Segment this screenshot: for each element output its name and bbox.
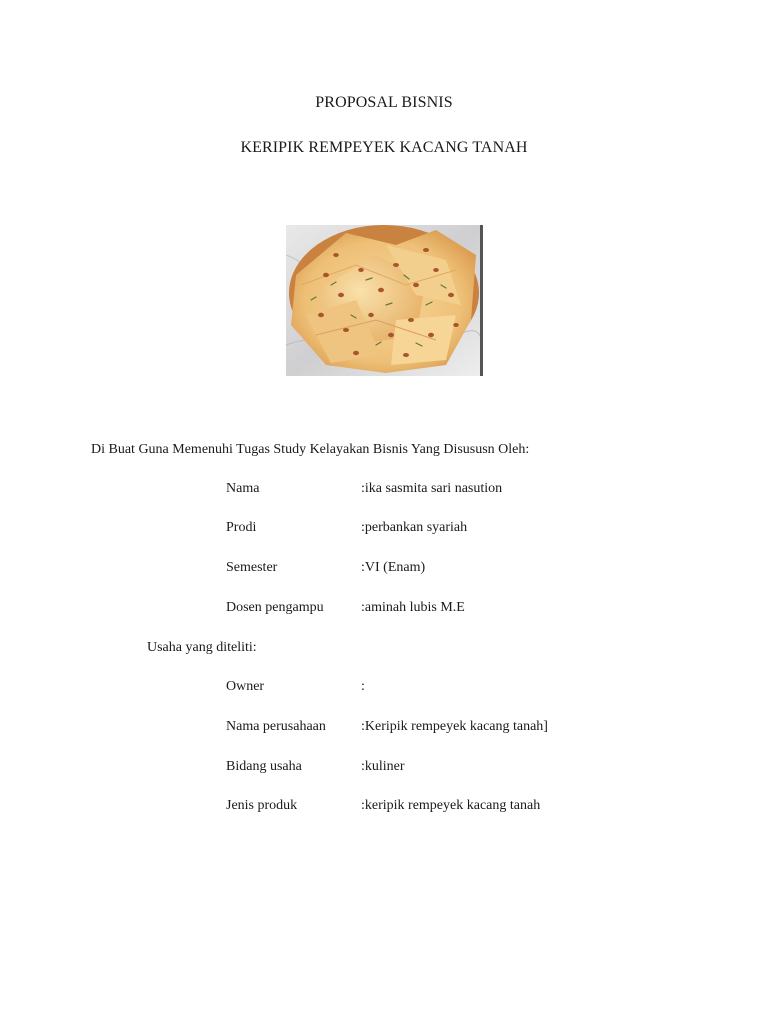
rempeyek-photo (286, 225, 483, 376)
field-value: : (361, 679, 365, 694)
field-label: Nama (226, 481, 260, 496)
field-row (226, 520, 706, 538)
field-label: Semester (226, 560, 278, 575)
field-row (226, 679, 706, 697)
field-label: Dosen pengampu (226, 600, 324, 615)
document-title: PROPOSAL BISNIS (315, 94, 453, 111)
field-value: :perbankan syariah (361, 520, 468, 535)
document-subtitle: KERIPIK REMPEYEK KACANG TANAH (240, 139, 528, 156)
field-label: Jenis produk (226, 798, 298, 813)
field-label: Owner (226, 679, 265, 694)
field-row (226, 798, 706, 816)
field-value: :keripik rempeyek kacang tanah (361, 798, 541, 813)
business-heading: Usaha yang diteliti: (147, 640, 257, 655)
intro-text: Di Buat Guna Memenuhi Tugas Study Kelayakan Bisnis Yang Disususn Oleh: (91, 442, 530, 457)
field-row (226, 600, 706, 618)
field-label: Bidang usaha (226, 759, 302, 774)
field-label: Prodi (226, 520, 257, 535)
field-row (226, 759, 706, 777)
field-row (226, 481, 706, 499)
field-row (226, 560, 706, 578)
field-value: :ika sasmita sari nasution (361, 481, 503, 496)
field-value: :VI (Enam) (361, 560, 426, 575)
field-value: :aminah lubis M.E (361, 600, 465, 615)
field-value: :kuliner (361, 759, 405, 774)
field-value: :Keripik rempeyek kacang tanah] (361, 719, 548, 734)
field-label: Nama perusahaan (226, 719, 326, 734)
field-row (226, 719, 706, 737)
